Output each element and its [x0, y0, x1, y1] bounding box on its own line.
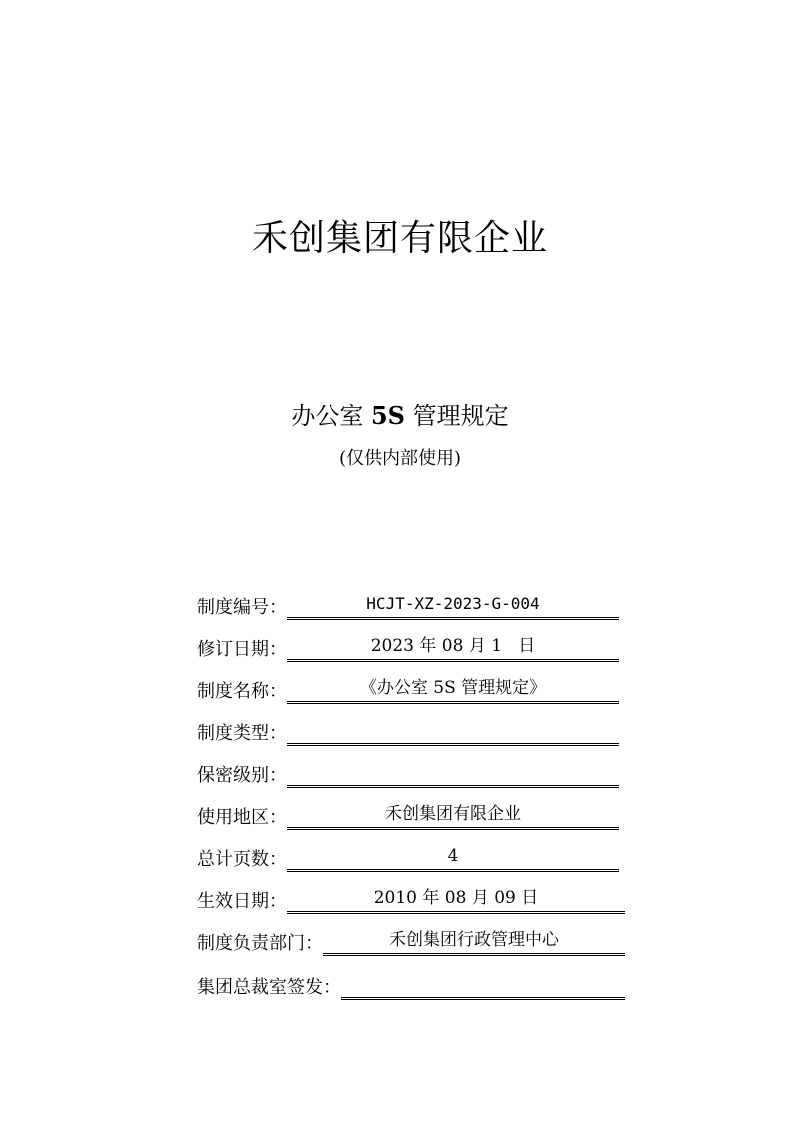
field-row-region [197, 800, 619, 830]
field-row-revision-date [197, 632, 619, 662]
field-value-confidentiality [287, 761, 619, 788]
field-value-region: 禾创集团有限企业 [287, 803, 619, 830]
field-row-responsible-department [197, 926, 625, 956]
field-value-revision-date: 2023 年 08 月 1 日 [287, 635, 619, 662]
document-title-suffix: 管理规定 [412, 402, 509, 430]
field-value-policy-name: 《办公室 5S 管理规定》 [287, 677, 619, 704]
document-subtitle: (仅供内部使用) [338, 448, 462, 469]
field-label: 制度负责部门： [197, 933, 323, 954]
field-value-responsible-department: 禾创集团行政管理中心 [323, 929, 625, 956]
field-label: 生效日期： [197, 891, 287, 912]
field-label: 使用地区： [197, 807, 287, 828]
field-label: 制度名称： [197, 681, 287, 702]
field-label: 集团总裁室签发： [197, 977, 341, 998]
field-row-effective-date [197, 884, 625, 914]
field-row-president-signoff [197, 970, 625, 1000]
field-row-confidentiality [197, 758, 619, 788]
field-row-policy-number [197, 590, 619, 620]
document-title-code: 5S [370, 401, 406, 430]
field-label: 修订日期： [197, 639, 287, 660]
field-value-total-pages: 4 [287, 845, 619, 872]
field-value-effective-date: 2010 年 08 月 09 日 [287, 887, 625, 914]
company-title: 禾创集团有限企业 [251, 218, 548, 259]
field-value-president-signoff [341, 973, 625, 1000]
document-title [0, 396, 800, 431]
field-label: 保密级别： [197, 765, 287, 786]
field-label: 制度编号： [197, 597, 287, 618]
field-row-total-pages [197, 842, 619, 872]
field-label: 制度类型： [197, 723, 287, 744]
document-title-prefix: 办公室 [291, 402, 364, 430]
field-value-policy-number: HCJT-XZ-2023-G-004 [287, 593, 619, 620]
field-row-policy-name [197, 674, 619, 704]
field-label: 总计页数： [197, 849, 287, 870]
field-value-policy-type [287, 719, 619, 746]
field-row-policy-type [197, 716, 619, 746]
